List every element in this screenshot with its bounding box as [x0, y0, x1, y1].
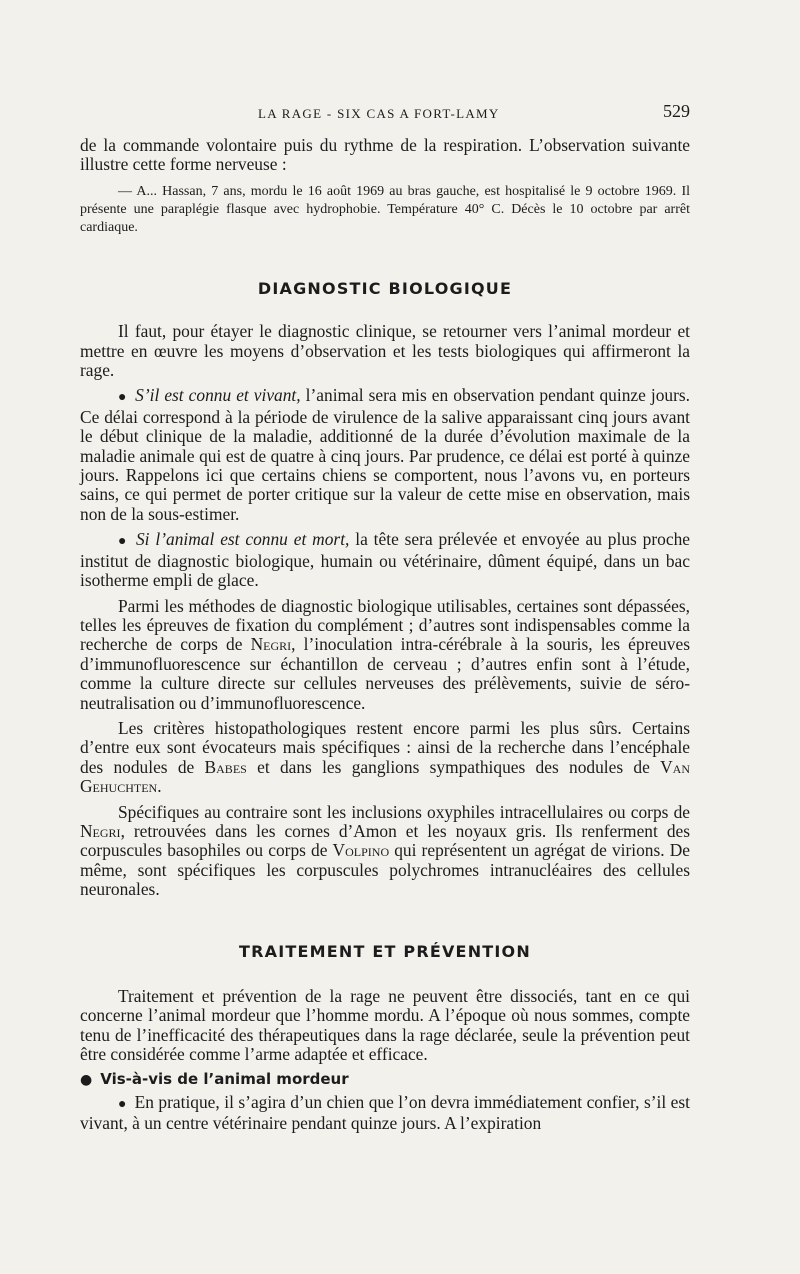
author-name: Volpino	[332, 840, 390, 861]
text-run: et dans les ganglions sympathiques des nodules de	[246, 756, 661, 777]
diagnostic-bullet-living	[80, 386, 690, 524]
case-report: — A... Hassan, 7 ans, mordu le 16 août 1969 au bras gauche, est hospitalisé le 9 octobre 1969. Il présente une paraplégie flasque avec hydrophobie. Température 40° C. Décès le 10 octobre par arrêt cardiaque.	[80, 183, 690, 235]
text-run: Parmi les méthodes de diagnostic biologique utilisables, certaines sont dépassées, telles les épreuves de fixation du complément ; d’autres sont indispensables comme la recherche de corps de	[80, 595, 690, 655]
page-header	[80, 101, 690, 125]
author-name: Babes	[204, 756, 247, 777]
text-run: Spécifiques au contraire sont les inclusions oxyphiles intracellulaires ou corps de	[118, 801, 690, 822]
bullet-text: la tête sera prélevée et envoyée au plus proche institut de diagnostic biologique, humain ou vétérinaire, dûment équipé, dans un bac isotherme empli de glace.	[80, 529, 690, 591]
diagnostic-paragraph-inclusions	[80, 803, 690, 900]
section-heading-traitement: TRAITEMENT ET PRÉVENTION	[239, 941, 531, 961]
text-run: , l’inoculation intra-cérébrale à la souris, les épreuves d’immunofluorescence sur échantillon de cerveau ; d’autres enfin sont à l’étude, comme la culture directe sur cellules nerveuses des prélèvements, suivie de séro-neutralisation ou d’immunofluorescence.	[80, 634, 690, 713]
subheading-text: Vis-à-vis de l’animal mordeur	[100, 1069, 349, 1088]
text-run: , retrouvées dans les cornes d’Amon et les noyaux gris. Ils renferment des corpuscules basophiles ou corps de	[80, 820, 690, 861]
section-heading-diagnostic: DIAGNOSTIC BIOLOGIQUE	[257, 278, 513, 298]
author-name: Negri	[250, 634, 292, 655]
subheading-animal-mordeur	[80, 1070, 690, 1090]
italic-lead: S’il est connu et vivant,	[135, 385, 301, 406]
running-title: LA RAGE - SIX CAS A FORT-LAMY	[258, 106, 500, 121]
body-text	[80, 136, 690, 1134]
bullet-icon: ●	[118, 390, 128, 406]
bullet-icon: ●	[118, 534, 128, 550]
text-run: qui représentent un agrégat de virions. De même, sont spécifiques les corpuscules polychromes intranucléaires des cellules neuronales.	[80, 840, 690, 900]
traitement-paragraph-2	[80, 1093, 690, 1134]
diagnostic-paragraph-histopathology	[80, 719, 690, 797]
author-name: Van Gehuchten	[80, 756, 690, 797]
diagnostic-paragraph-methods	[80, 597, 690, 713]
diagnostic-bullet-dead	[80, 530, 690, 590]
page-number: 529	[663, 101, 690, 121]
text-run: .	[157, 776, 162, 797]
italic-lead: Si l’animal est connu et mort,	[135, 529, 350, 550]
author-name: Negri	[80, 820, 121, 841]
paragraph-text: En pratique, il s’agira d’un chien que l’on devra immédiatement confier, s’il est vivant, à un centre vétérinaire pendant quinze jours. A l’expiration	[80, 1092, 690, 1134]
diagnostic-paragraph-1: Il faut, pour étayer le diagnostic clinique, se retourner vers l’animal mordeur et mettre en œuvre les moyens d’observation et les tests biologiques qui affirmeront la rage.	[80, 321, 690, 381]
bullet-icon: ●	[118, 1097, 127, 1113]
bullet-text: l’animal sera mis en observation pendant quinze jours. Ce délai correspond à la période de virulence de la salive apparaissant cinq jours avant le début clinique de la maladie, additionné de la durée d’évolution maximale de la maladie animale qui est de quatre à cinq jours. Par prudence, ce délai est porté à quinze jours. Rappelons ici que certains chiens se comportent, nous l’avons vu, en porteurs sains, ce qui permet de porter critique sur la valeur de cette mise en observation, mais non de la sous-estimer.	[80, 385, 691, 524]
traitement-paragraph-1: Traitement et prévention de la rage ne peuvent être dissociés, tant en ce qui concerne l’animal mordeur que l’homme mordu. A l’époque où nous sommes, compte tenu de l’inefficacité des thérapeutiques dans la rage déclarée, seule la prévention peut être considérée comme l’arme adaptée et efficace.	[80, 986, 690, 1065]
intro-paragraph: de la commande volontaire puis du rythme de la respiration. L’observation suivante illustre cette forme nerveuse :	[80, 135, 690, 175]
text-run: Les critères histopathologiques restent encore parmi les plus sûrs. Certains d’entre eux sont évocateurs mais spécifiques : ainsi de la recherche dans l’encéphale des nodules de	[80, 717, 690, 777]
bullet-icon: ●	[80, 1071, 93, 1088]
